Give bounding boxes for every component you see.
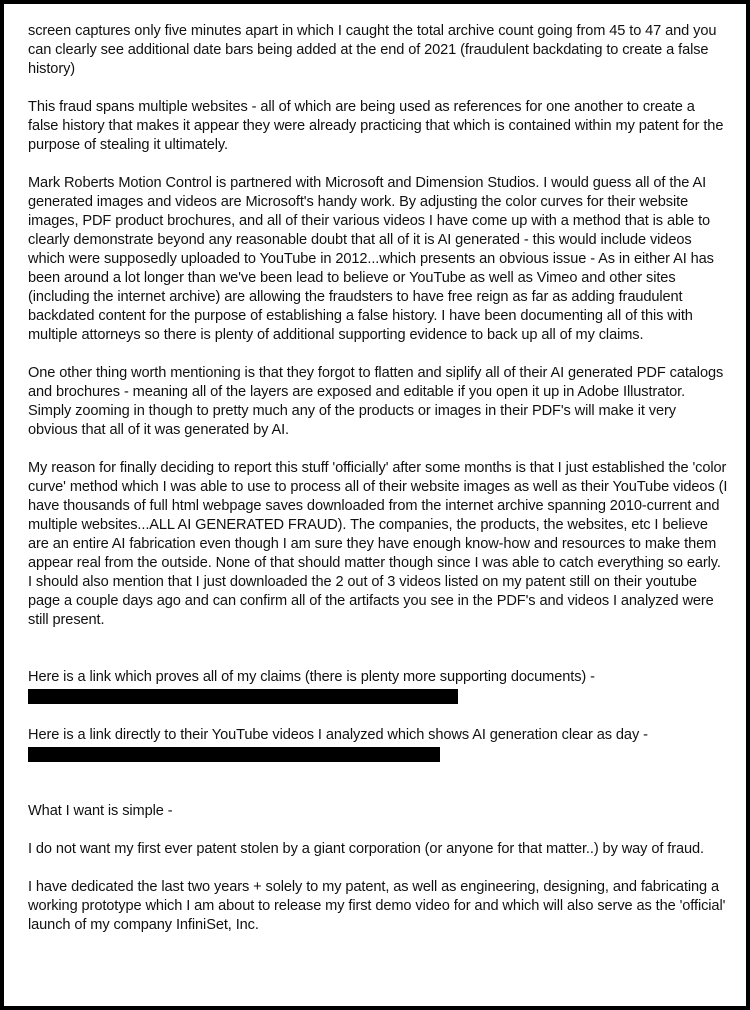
want-heading: What I want is simple - bbox=[28, 803, 173, 819]
paragraph-color-curve-method: My reason for finally deciding to report this stuff 'officially' after some months is that I just established the 'color curve' method which I was able to use to process all of their website images as well as their YouTube videos (I have thousands of full html webpage saves downloaded from the internet archive spanning 2010-current and multiple websites...ALL AI GENERATED FRAUD). The companies, the products, the websites, etc I believe are an entire AI fabrication even though I am sure they have enough know-how and resources to make them appear real from the outside. None of that should matter though since I was able to catch everything so early. I should also mention that I just downloaded the 2 out of 3 videos listed on my patent still on their youtube page a couple days ago and can confirm all of the artifacts you see in the PDF's and videos I analyzed were still present. bbox=[28, 460, 728, 628]
redacted-link-youtube bbox=[28, 747, 440, 762]
paragraph-dedication: I have dedicated the last two years + solely to my patent, as well as engineering, designing, and fabricating a working prototype which I am about to release my first demo video for and which will also serve as the 'official' launch of my company InfiniSet, Inc. bbox=[28, 879, 726, 933]
document-body bbox=[28, 22, 728, 935]
paragraph-archive-captures: screen captures only five minutes apart in which I caught the total archive count going from 45 to 47 and you can clearly see additional date bars being added at the end of 2021 (fraudulent backdating to create a false history) bbox=[28, 23, 717, 77]
paragraph-pdf-layers: One other thing worth mentioning is that they forgot to flatten and siplify all of their AI generated PDF catalogs and brochures - meaning all of the layers are exposed and editable if you open it up in Adobe Illustrator. Simply zooming in though to pretty much any of the products or images in their PDF's will make it very obvious that all of it was generated by AI. bbox=[28, 365, 724, 438]
document-page bbox=[4, 4, 746, 1006]
link-youtube-label: Here is a link directly to their YouTube videos I analyzed which shows AI generation clear as day - bbox=[28, 727, 648, 743]
paragraph-fraud-websites: This fraud spans multiple websites - all of which are being used as references for one another to create a false history that makes it appear they were already practicing that which is contained within my patent for the purpose of stealing it ultimately. bbox=[28, 99, 724, 153]
paragraph-mark-roberts: Mark Roberts Motion Control is partnered with Microsoft and Dimension Studios. I would guess all of the AI generated images and videos are Microsoft's handy work. By adjusting the color curves for their website images, PDF product brochures, and all of their various videos I have come up with a method that is able to clearly demonstrate beyond any reasonable doubt that all of it is AI generated - this would include videos which were supposedly uploaded to YouTube in 2012...which presents an obvious issue - As in either AI has been around a lot longer than we've been lead to believe or YouTube as well as Vimeo and other sites (including the internet archive) are allowing the fraudsters to have free reign as far as adding fraudulent backdated content for the purpose of establishing a false history. I have been documenting all of this with multiple attorneys so there is plenty of additional supporting evidence to back up all of my claims. bbox=[28, 175, 714, 343]
link-claims-label: Here is a link which proves all of my claims (there is plenty more supporting documents) - bbox=[28, 669, 595, 685]
redacted-link-claims bbox=[28, 689, 458, 704]
paragraph-patent-fraud: I do not want my first ever patent stolen by a giant corporation (or anyone for that matter..) by way of fraud. bbox=[28, 841, 704, 857]
